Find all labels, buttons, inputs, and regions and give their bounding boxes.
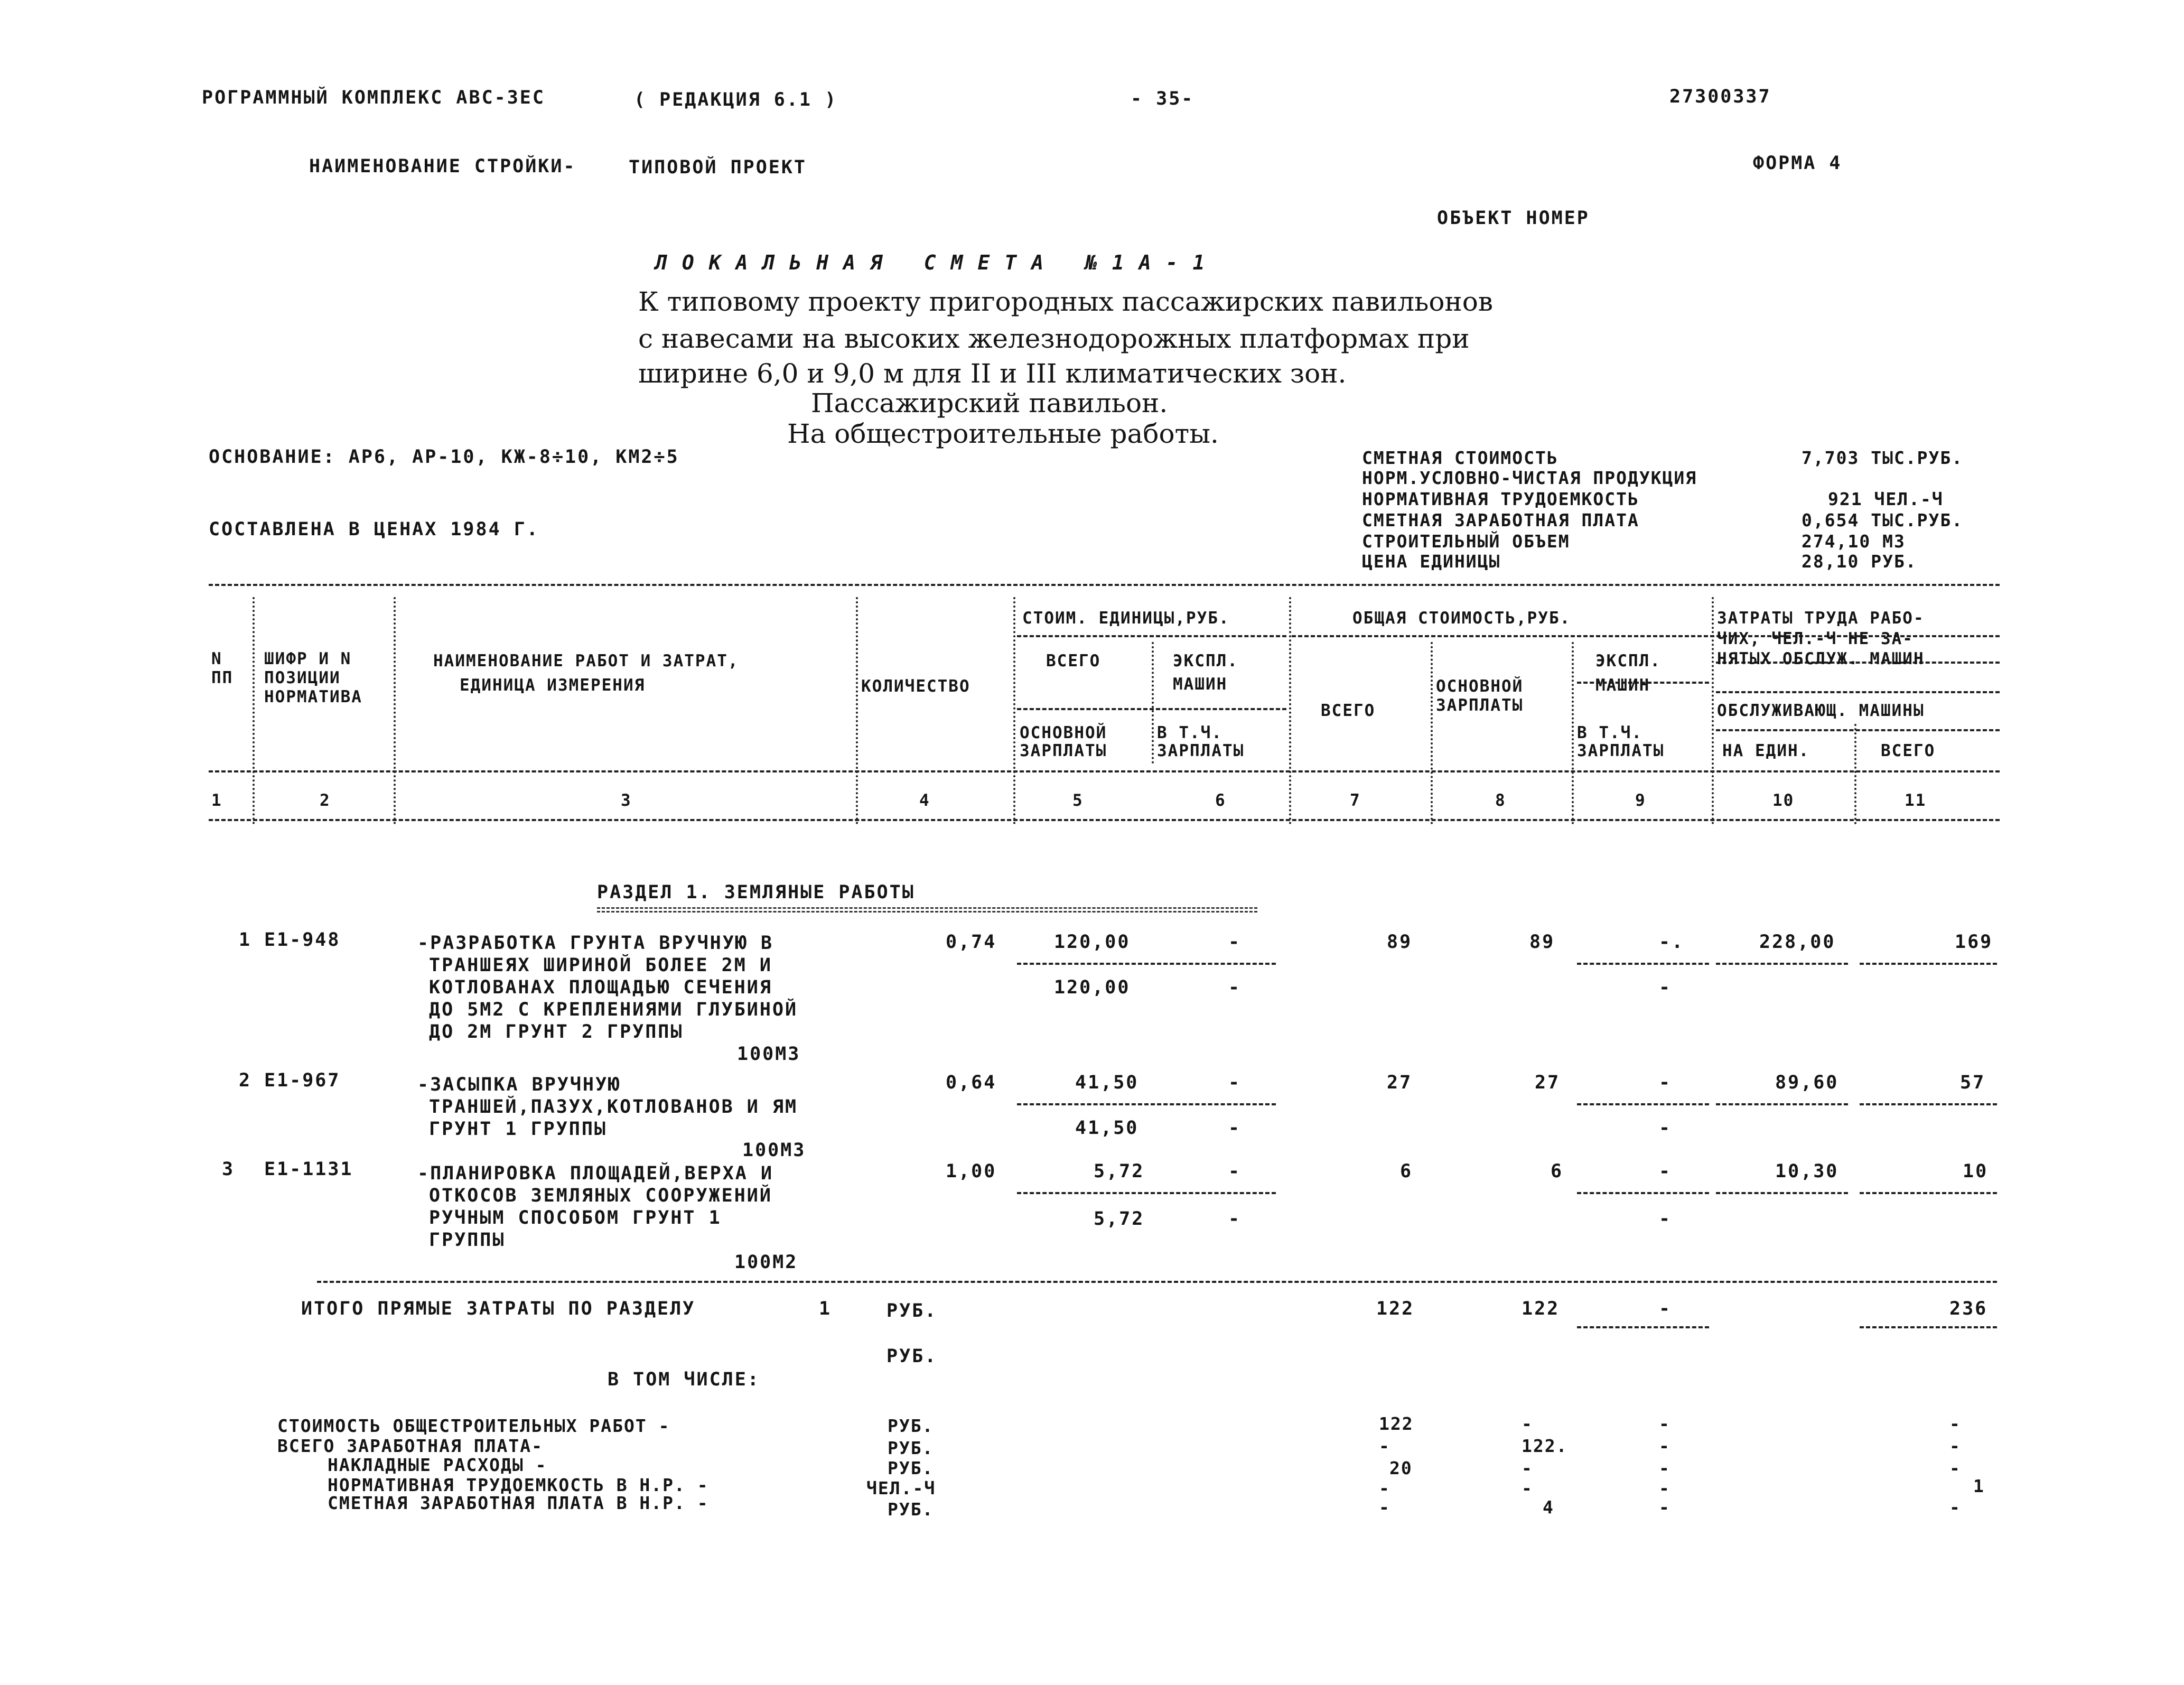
col-total-label: ВСЕГО	[1321, 701, 1376, 720]
col-unit-mach-label: ЭКСПЛ.	[1173, 651, 1238, 671]
summary-label: ЦЕНА ЕДИНИЦЫ	[1362, 551, 1501, 572]
row-unit-wage: 120,00	[1054, 977, 1131, 998]
row-number: 3	[222, 1159, 235, 1180]
row-description: ТРАНШЕЯХ ШИРИНОЙ БОЛЕЕ 2М И	[429, 955, 772, 976]
row-code: Е1-1131	[264, 1159, 353, 1180]
title-line-1: К типовому проекту пригородных пассажирских павильонов	[638, 286, 1493, 317]
col-unit-incl-label: В Т.Ч.	[1157, 723, 1222, 742]
row-unit: 100М3	[742, 1140, 806, 1161]
column-number: 3	[621, 791, 632, 810]
column-number: 6	[1215, 791, 1226, 810]
column-divider	[856, 597, 858, 824]
breakdown-label: ВСЕГО ЗАРАБОТНАЯ ПЛАТА-	[277, 1436, 543, 1456]
summary-label: НОРМАТИВНАЯ ТРУДОЕМКОСТЬ	[1362, 489, 1639, 509]
col-code-label: ШИФР И N	[264, 649, 352, 668]
breakdown-total: 122	[1379, 1413, 1414, 1434]
row-unit-total: 5,72	[1094, 1161, 1145, 1182]
row-rule	[1860, 1192, 1997, 1194]
totals-total: 122	[1376, 1298, 1415, 1319]
col-code-label: ПОЗИЦИИ	[264, 668, 341, 687]
object-number: ОБЪЕКТ НОМЕР	[1437, 208, 1590, 229]
breakdown-mach: -	[1659, 1458, 1670, 1478]
totals-subrule	[1860, 1326, 1997, 1328]
breakdown-wage: -	[1522, 1413, 1533, 1434]
page-number: - 35-	[1131, 88, 1194, 109]
col-unit-mach-label: МАШИН	[1173, 675, 1228, 694]
breakdown-mach: -	[1659, 1478, 1670, 1498]
breakdown-unit: РУБ.	[888, 1458, 934, 1478]
breakdown-label: НАКЛАДНЫЕ РАСХОДЫ -	[328, 1455, 547, 1475]
row-number: 1	[239, 929, 252, 951]
col-name-label: НАИМЕНОВАНИЕ РАБОТ И ЗАТРАТ,	[433, 651, 739, 671]
col-code-label: НОРМАТИВА	[264, 687, 362, 706]
breakdown-wage: 4	[1543, 1497, 1554, 1518]
header-rule	[1017, 708, 1286, 710]
breakdown-wage: -	[1522, 1478, 1533, 1498]
totals-subrule	[1577, 1326, 1709, 1328]
row-unit: 100М3	[737, 1044, 801, 1065]
col-total-incl-label: ЗАРПЛАТЫ	[1577, 741, 1665, 760]
col-labor-label: ЗАТРАТЫ ТРУДА РАБО-	[1717, 609, 1925, 628]
row-total: 27	[1387, 1072, 1413, 1093]
header-rule	[1017, 635, 1286, 637]
row-total-mach: -	[1659, 1072, 1672, 1093]
totals-unit: РУБ.	[886, 1346, 938, 1367]
breakdown-unit: ЧЕЛ.-Ч	[866, 1478, 936, 1498]
totals-mach: -	[1659, 1298, 1672, 1319]
column-number: 7	[1350, 791, 1361, 810]
col-total-incl-label: В Т.Ч.	[1577, 723, 1642, 742]
column-number: 8	[1495, 791, 1506, 810]
summary-value: 921 ЧЕЛ.-Ч	[1828, 489, 1944, 509]
row-labor-unit: 10,30	[1775, 1161, 1839, 1182]
row-quantity: 1,00	[946, 1161, 997, 1182]
row-total: 89	[1387, 932, 1413, 953]
summary-value: 274,10 М3	[1802, 531, 1906, 552]
column-divider	[1854, 724, 1856, 824]
row-rule	[1017, 1192, 1276, 1194]
row-rule	[1716, 1103, 1848, 1105]
col-total-cost-label: ОБЩАЯ СТОИМОСТЬ,РУБ.	[1352, 609, 1571, 628]
edition: ( РЕДАКЦИЯ 6.1 )	[634, 89, 838, 110]
breakdown-total: -	[1379, 1478, 1390, 1498]
summary-label: СМЕТНАЯ ЗАРАБОТНАЯ ПЛАТА	[1362, 510, 1639, 530]
column-divider	[253, 597, 255, 824]
row-rule	[1716, 1192, 1848, 1194]
header-bottom-rule	[209, 770, 2000, 772]
row-unit-mach: -	[1228, 1161, 1242, 1182]
header-rule	[1716, 691, 2000, 693]
row-labor-total: 10	[1963, 1161, 1989, 1182]
summary-label: СМЕТНАЯ СТОИМОСТЬ	[1362, 448, 1558, 468]
breakdown-mach: -	[1659, 1497, 1670, 1518]
row-total-mach: -	[1659, 1161, 1672, 1182]
row-rule	[1017, 963, 1276, 965]
col-total-wage-label: ЗАРПЛАТЫ	[1436, 696, 1524, 715]
col-unit-incl-label: ЗАРПЛАТЫ	[1157, 741, 1245, 760]
summary-label: НОРМ.УСЛОВНО-ЧИСТАЯ ПРОДУКЦИЯ	[1362, 468, 1697, 488]
column-divider	[394, 597, 396, 824]
row-unit-incl: -	[1228, 1118, 1242, 1139]
breakdown-labor: -	[1949, 1458, 1961, 1478]
breakdown-labor: 1	[1973, 1476, 1985, 1496]
breakdown-label: СМЕТНАЯ ЗАРАБОТНАЯ ПЛАТА В Н.Р. -	[328, 1493, 709, 1513]
summary-value: 7,703 ТЫС.РУБ.	[1802, 448, 1964, 468]
title-line-2: с навесами на высоких железнодорожных платформах при	[638, 323, 1470, 354]
breakdown-labor: -	[1949, 1413, 1961, 1434]
col-name-label: ЕДИНИЦА ИЗМЕРЕНИЯ	[460, 676, 646, 695]
row-unit-total: 120,00	[1054, 932, 1131, 953]
summary-value: 0,654 ТЫС.РУБ.	[1802, 510, 1964, 530]
column-divider	[1712, 597, 1714, 824]
totals-labor: 236	[1949, 1298, 1988, 1319]
column-number: 11	[1905, 791, 1927, 810]
column-divider	[1289, 597, 1291, 824]
col-labor-total-label: ВСЕГО	[1881, 741, 1936, 760]
breakdown-mach: -	[1659, 1413, 1670, 1434]
row-description: КОТЛОВАНАХ ПЛОЩАДЬЮ СЕЧЕНИЯ	[429, 977, 772, 998]
row-rule	[1017, 1103, 1276, 1105]
col-qty-label: КОЛИЧЕСТВО	[861, 677, 970, 696]
row-labor-unit: 89,60	[1775, 1072, 1839, 1093]
form-number: ФОРМА 4	[1753, 153, 1842, 174]
row-unit-wage: 41,50	[1075, 1118, 1139, 1139]
row-unit-total: 41,50	[1075, 1072, 1139, 1093]
row-rule	[1860, 963, 1997, 965]
row-total-incl: -	[1659, 1118, 1672, 1139]
row-rule	[1577, 1103, 1709, 1105]
row-unit-wage: 5,72	[1094, 1208, 1145, 1230]
breakdown-mach: -	[1659, 1436, 1670, 1456]
breakdown-total: -	[1379, 1497, 1390, 1518]
summary-label: СТРОИТЕЛЬНЫЙ ОБЪЕМ	[1362, 531, 1570, 552]
row-unit: 100М2	[734, 1252, 798, 1273]
row-total: 6	[1400, 1161, 1413, 1182]
breakdown-labor: -	[1949, 1436, 1961, 1456]
numbers-bottom-rule	[209, 819, 2000, 821]
totals-rule	[317, 1281, 1997, 1283]
breakdown-wage: -	[1522, 1458, 1533, 1478]
row-description: ОТКОСОВ ЗЕМЛЯНЫХ СООРУЖЕНИЙ	[429, 1185, 772, 1206]
row-description: ДО 5М2 С КРЕПЛЕНИЯМИ ГЛУБИНОЙ	[429, 999, 798, 1020]
row-total-incl: -	[1659, 977, 1672, 998]
row-unit-mach: -	[1228, 1072, 1242, 1093]
title-line-5: На общестроительные работы.	[787, 418, 1219, 449]
col-total-mach-label: МАШИН	[1595, 676, 1650, 695]
col-num-label: N	[211, 649, 222, 668]
row-description: РУЧНЫМ СПОСОБОМ ГРУНТ 1	[429, 1207, 722, 1228]
row-quantity: 0,74	[946, 932, 997, 953]
col-total-mach-label: ЭКСПЛ.	[1595, 651, 1661, 671]
table-top-rule	[209, 584, 2000, 586]
title-line-3: ширине 6,0 и 9,0 м для II и III климатических зон.	[638, 358, 1347, 389]
construction-label: НАИМЕНОВАНИЕ СТРОЙКИ-	[309, 156, 576, 177]
column-number: 2	[320, 791, 331, 810]
column-divider	[1431, 642, 1433, 824]
col-total-wage-label: ОСНОВНОЙ	[1436, 677, 1524, 696]
program-name: РОГРАММНЫЙ КОМПЛЕКС АВС-3ЕС	[202, 87, 545, 108]
section-underline	[597, 911, 1257, 913]
column-divider	[1152, 642, 1154, 764]
breakdown-unit: РУБ.	[888, 1438, 934, 1458]
row-labor-total: 57	[1960, 1072, 1986, 1093]
breakdown-labor: -	[1949, 1497, 1961, 1518]
row-total-wage: 89	[1529, 932, 1555, 953]
column-number: 1	[211, 791, 222, 810]
totals-section-number: 1	[819, 1298, 832, 1319]
row-quantity: 0,64	[946, 1072, 997, 1093]
breakdown-unit: РУБ.	[888, 1499, 934, 1520]
col-labor-label: ОБСЛУЖИВАЮЩ. МАШИНЫ	[1717, 701, 1925, 720]
row-rule	[1860, 1103, 1997, 1105]
breakdown-label: СТОИМОСТЬ ОБЩЕСТРОИТЕЛЬНЫХ РАБОТ -	[277, 1416, 670, 1436]
price-level: СОСТАВЛЕНА В ЦЕНАХ 1984 Г.	[209, 519, 539, 540]
row-labor-unit: 228,00	[1759, 932, 1836, 953]
totals-label: ИТОГО ПРЯМЫЕ ЗАТРАТЫ ПО РАЗДЕЛУ	[301, 1298, 696, 1319]
col-unit-total-label: ВСЕГО	[1046, 651, 1101, 671]
row-total-wage: 6	[1551, 1161, 1564, 1182]
summary-value: 28,10 РУБ.	[1802, 551, 1917, 572]
col-num-label: ПП	[211, 668, 234, 687]
basis: ОСНОВАНИЕ: АР6, АР-10, КЖ-8÷10, КМ2÷5	[209, 446, 679, 468]
row-total-mach: -.	[1659, 932, 1685, 953]
title-line-4: Пассажирский павильон.	[811, 388, 1168, 418]
section-underline	[597, 907, 1257, 909]
estimate-title: ЛОКАЛЬНАЯ СМЕТА №1А-1	[655, 251, 1220, 274]
row-number: 2	[239, 1070, 252, 1091]
row-unit-incl: -	[1228, 1208, 1242, 1230]
header-rule	[1716, 729, 2000, 731]
row-rule	[1577, 963, 1709, 965]
row-description: -ЗАСЫПКА ВРУЧНУЮ	[417, 1074, 621, 1095]
row-description: ДО 2М ГРУНТ 2 ГРУППЫ	[429, 1021, 684, 1042]
row-description: ТРАНШЕЙ,ПАЗУХ,КОТЛОВАНОВ И ЯМ	[429, 1096, 798, 1118]
row-code: Е1-967	[264, 1070, 341, 1091]
column-divider	[1013, 597, 1015, 824]
construction-value: ТИПОВОЙ ПРОЕКТ	[629, 157, 807, 178]
col-labor-unit-label: НА ЕДИН.	[1722, 741, 1810, 760]
row-unit-incl: -	[1228, 977, 1242, 998]
row-total-wage: 27	[1535, 1072, 1561, 1093]
breakdown-wage: 122.	[1522, 1436, 1568, 1456]
column-number: 9	[1635, 791, 1646, 810]
breakdown-label: НОРМАТИВНАЯ ТРУДОЕМКОСТЬ В Н.Р. -	[328, 1475, 709, 1495]
breakdown-total: -	[1379, 1436, 1390, 1456]
column-number: 5	[1072, 791, 1084, 810]
row-description: -ПЛАНИРОВКА ПЛОЩАДЕЙ,ВЕРХА И	[417, 1163, 774, 1184]
column-number: 4	[919, 791, 930, 810]
row-unit-mach: -	[1228, 932, 1242, 953]
row-total-incl: -	[1659, 1208, 1672, 1230]
col-unit-wage-label: ОСНОВНОЙ	[1020, 723, 1107, 742]
row-description: ГРУППЫ	[429, 1230, 506, 1251]
breakdown-total: 20	[1389, 1458, 1413, 1478]
row-description: ГРУНТ 1 ГРУППЫ	[429, 1119, 608, 1140]
totals-wage: 122	[1522, 1298, 1560, 1319]
document-number: 27300337	[1669, 86, 1771, 107]
row-code: Е1-948	[264, 929, 341, 951]
column-number: 10	[1772, 791, 1795, 810]
row-labor-total: 169	[1955, 932, 1993, 953]
col-labor-label: НЯТЫХ ОБСЛУЖ. МАШИН	[1717, 649, 1925, 668]
including-label: В ТОМ ЧИСЛЕ:	[608, 1369, 760, 1390]
section-heading: РАЗДЕЛ 1. ЗЕМЛЯНЫЕ РАБОТЫ	[597, 882, 915, 903]
col-labor-label: ЧИХ, ЧЕЛ.-Ч НЕ ЗА-	[1717, 629, 1914, 648]
column-divider	[1572, 642, 1574, 824]
row-rule	[1716, 963, 1848, 965]
col-unit-cost-label: СТОИМ. ЕДИНИЦЫ,РУБ.	[1022, 609, 1230, 628]
row-rule	[1577, 1192, 1709, 1194]
row-description: -РАЗРАБОТКА ГРУНТА ВРУЧНУЮ В	[417, 933, 774, 954]
totals-unit: РУБ.	[886, 1300, 938, 1321]
col-unit-wage-label: ЗАРПЛАТЫ	[1020, 741, 1107, 760]
breakdown-unit: РУБ.	[888, 1416, 934, 1436]
